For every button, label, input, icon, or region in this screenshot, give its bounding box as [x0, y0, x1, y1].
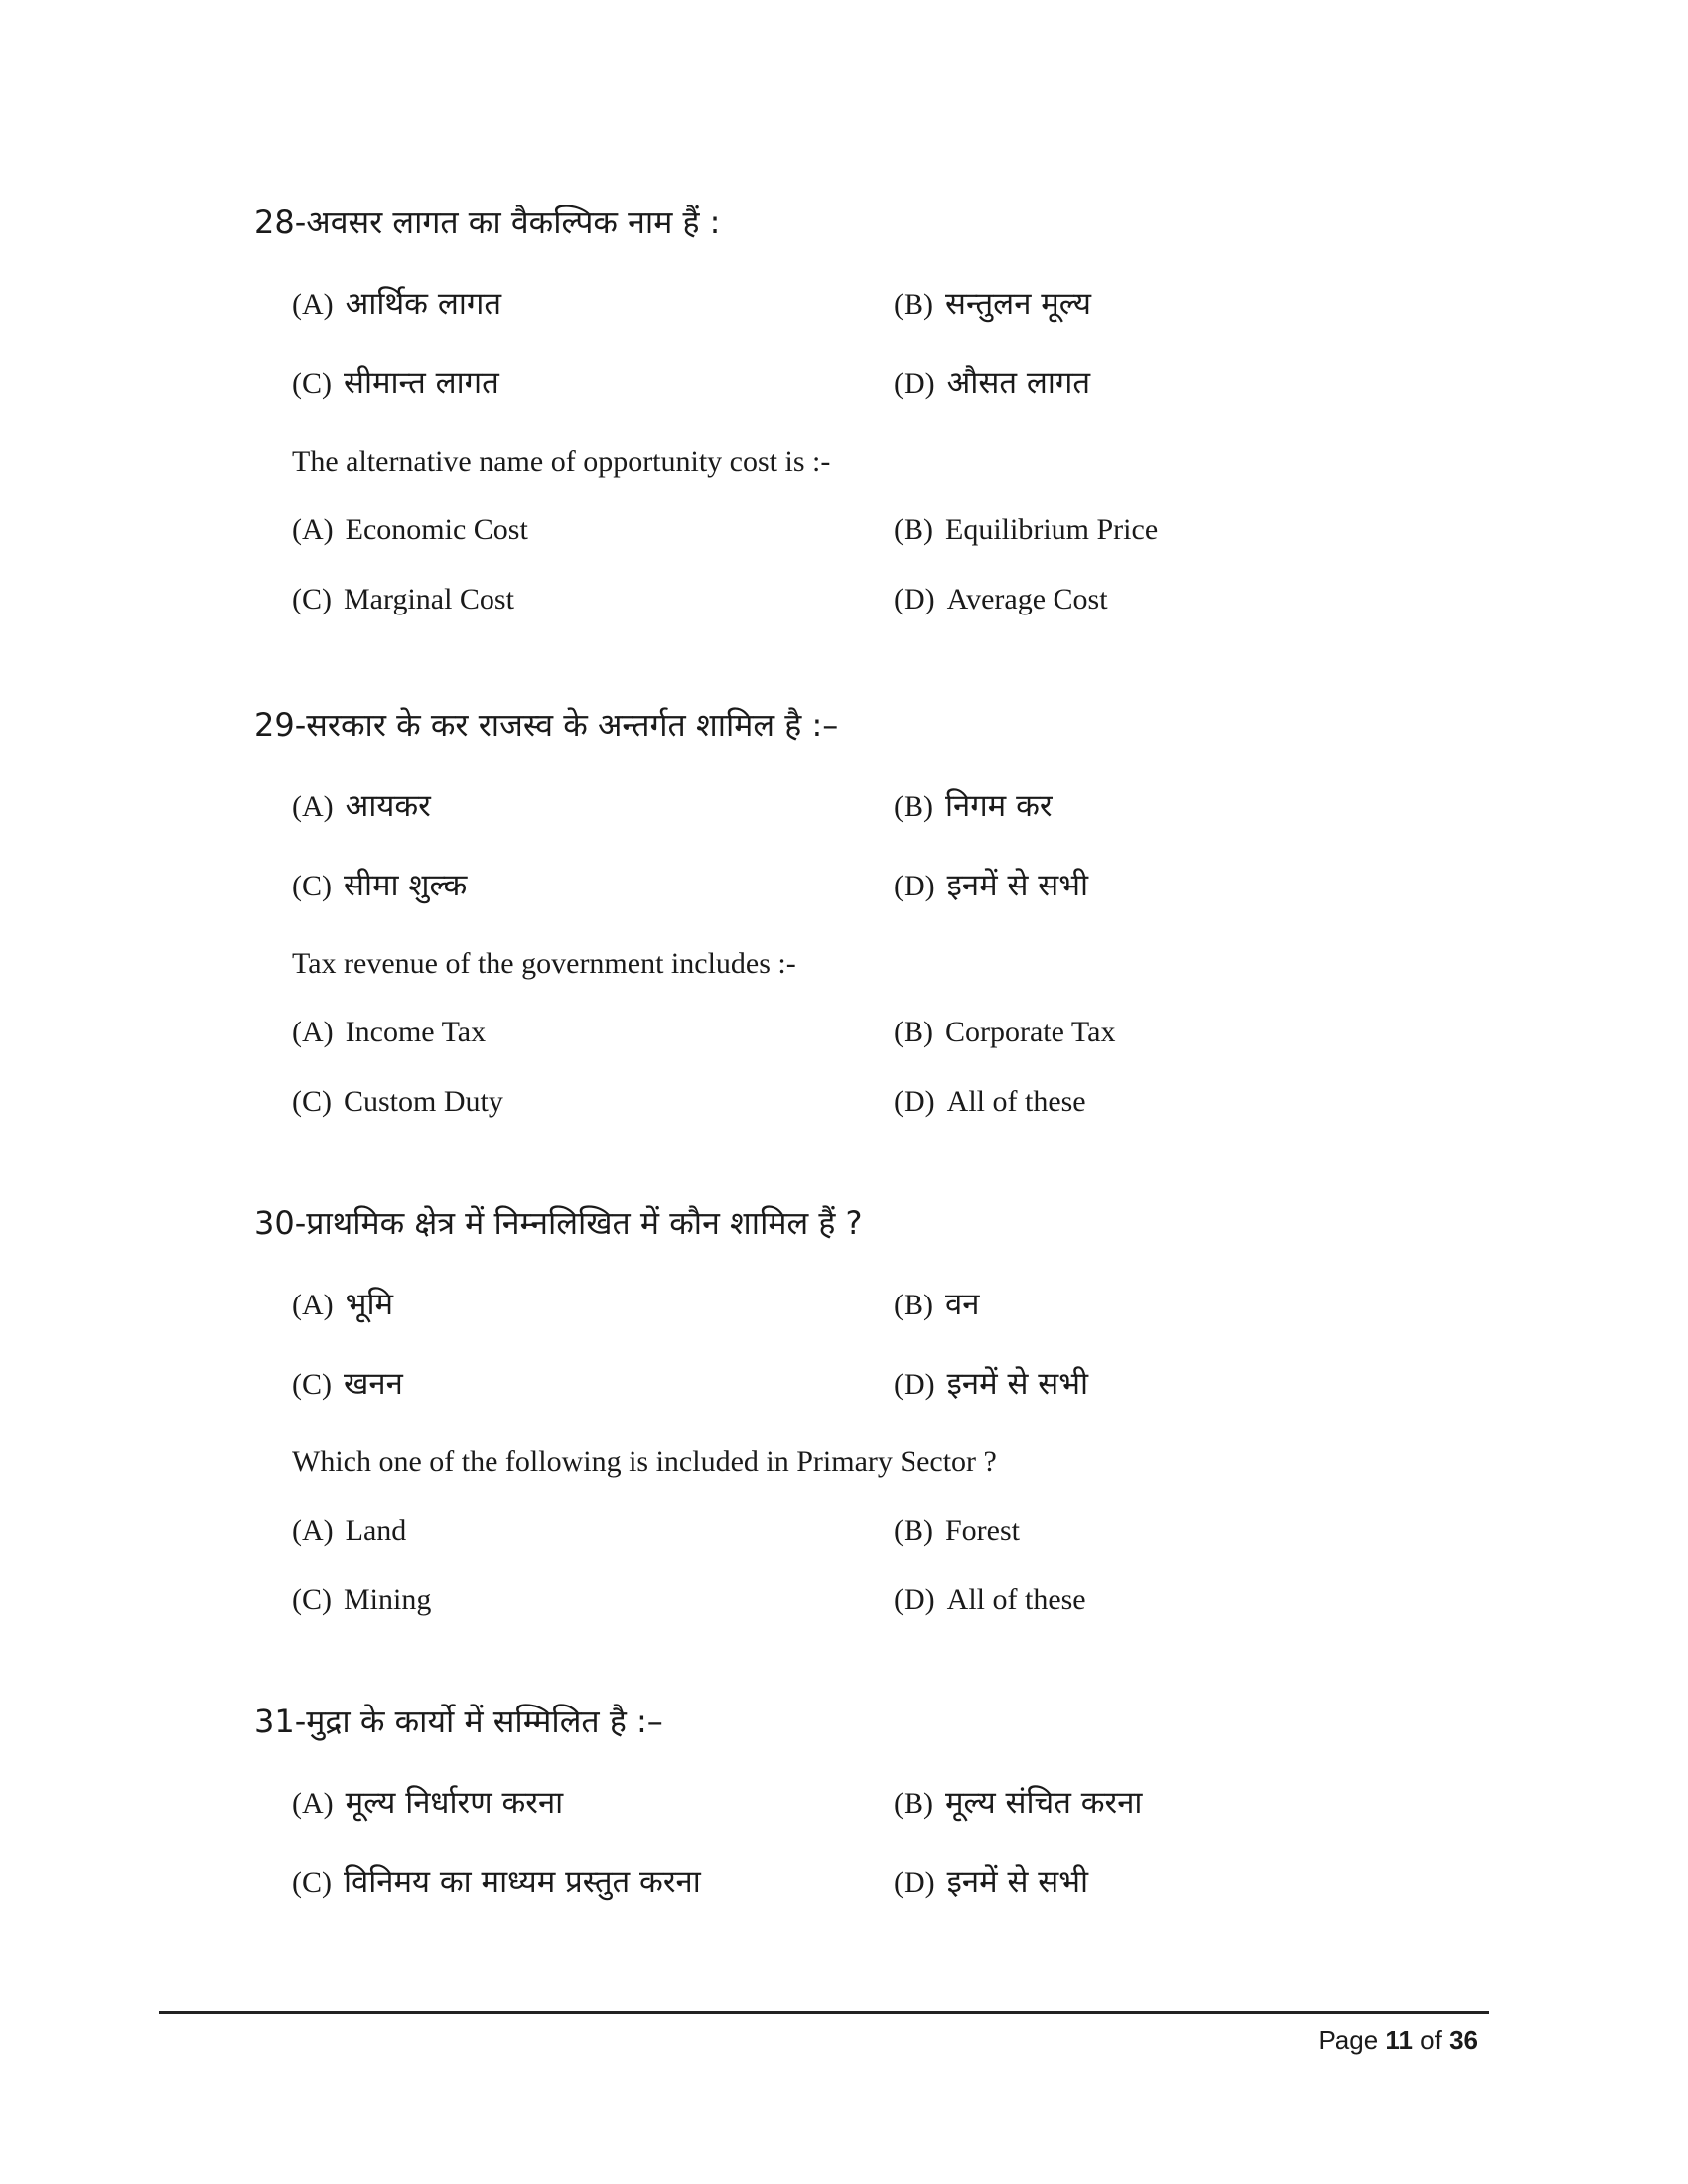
q28-en-option-c — [292, 580, 514, 619]
question-31-hindi: 31-मुद्रा के कार्यो में सम्मिलित है :– — [254, 1703, 663, 1740]
option-label: (A) — [292, 1289, 334, 1321]
option-text: खनन — [344, 1366, 403, 1402]
q30-en-option-b — [894, 1511, 1020, 1551]
q31-hi-option-a — [292, 1783, 563, 1824]
footer-divider — [159, 2011, 1489, 2014]
option-label: (A) — [292, 1787, 334, 1820]
option-text: मूल्य निर्धारण करना — [345, 1785, 564, 1821]
option-text: सीमान्त लागत — [344, 365, 499, 401]
question-30-hindi: 30-प्राथमिक क्षेत्र में निम्नलिखित में कौन शामिल हैं ? — [254, 1204, 863, 1242]
question-29-hindi: 29-सरकार के कर राजस्व के अन्तर्गत शामिल है :– — [254, 706, 839, 744]
option-text: Economic Cost — [345, 513, 528, 546]
q31-hi-option-c — [292, 1862, 701, 1903]
option-label: (D) — [894, 367, 935, 400]
q29-en-option-d — [894, 1082, 1086, 1122]
option-label: (B) — [894, 288, 933, 321]
q28-en-option-b — [894, 510, 1158, 550]
q30-en-option-c — [292, 1580, 431, 1620]
option-label: (D) — [894, 583, 935, 615]
q30-hi-option-a — [292, 1285, 393, 1325]
option-label: (D) — [894, 1368, 935, 1401]
q30-hi-option-b — [894, 1285, 979, 1325]
option-text: Land — [345, 1514, 407, 1547]
question-29-english: Tax revenue of the government includes :- — [292, 947, 796, 980]
q30-hi-option-c — [292, 1364, 403, 1405]
option-label: (C) — [292, 583, 332, 615]
q29-en-option-c — [292, 1082, 503, 1122]
current-page: 11 — [1385, 2025, 1413, 2055]
option-label: (B) — [894, 790, 933, 823]
q29-en-option-b — [894, 1013, 1115, 1052]
total-pages: 36 — [1449, 2025, 1477, 2055]
q28-hi-option-d — [894, 363, 1090, 404]
option-label: (D) — [894, 1583, 935, 1616]
option-label: (A) — [292, 288, 334, 321]
option-text: Forest — [945, 1514, 1020, 1547]
option-label: (A) — [292, 513, 334, 546]
option-label: (C) — [292, 1583, 332, 1616]
q30-hi-option-d — [894, 1364, 1088, 1405]
q28-en-option-d — [894, 580, 1108, 619]
option-text: All of these — [946, 1085, 1086, 1118]
option-label: (C) — [292, 367, 332, 400]
option-text: Mining — [344, 1583, 432, 1616]
option-text: भूमि — [345, 1287, 394, 1322]
option-text: मूल्य संचित करना — [945, 1785, 1143, 1821]
question-28-english: The alternative name of opportunity cost is :- — [292, 445, 831, 478]
option-text: Equilibrium Price — [945, 513, 1159, 546]
option-label: (A) — [292, 1514, 334, 1547]
option-label: (D) — [894, 870, 935, 902]
option-label: (D) — [894, 1866, 935, 1899]
option-label: (A) — [292, 1016, 334, 1048]
option-text: आर्थिक लागत — [345, 286, 502, 322]
option-label: (D) — [894, 1085, 935, 1118]
option-label: (C) — [292, 870, 332, 902]
option-label: (A) — [292, 790, 334, 823]
q30-en-option-d — [894, 1580, 1086, 1620]
q29-hi-option-b — [894, 786, 1053, 827]
question-28-hindi: 28-अवसर लागत का वैकल्पिक नाम हैं : — [254, 204, 721, 241]
q31-hi-option-b — [894, 1783, 1142, 1824]
option-text: All of these — [946, 1583, 1086, 1616]
q31-hi-option-d — [894, 1862, 1088, 1903]
option-text: Corporate Tax — [945, 1016, 1116, 1048]
of-word: of — [1420, 2025, 1442, 2055]
option-text: Average Cost — [946, 583, 1108, 615]
option-text: निगम कर — [945, 788, 1053, 824]
option-label: (B) — [894, 1016, 933, 1048]
option-text: Custom Duty — [344, 1085, 503, 1118]
q28-hi-option-c — [292, 363, 499, 404]
q30-en-option-a — [292, 1511, 406, 1551]
option-text: विनिमय का माध्यम प्रस्तुत करना — [344, 1864, 701, 1900]
q29-hi-option-d — [894, 866, 1088, 906]
option-text: औसत लागत — [946, 365, 1091, 401]
option-label: (B) — [894, 1787, 933, 1820]
option-text: Income Tax — [345, 1016, 487, 1048]
option-text: Marginal Cost — [344, 583, 514, 615]
q28-hi-option-b — [894, 284, 1091, 325]
option-label: (B) — [894, 1289, 933, 1321]
option-text: सन्तुलन मूल्य — [945, 286, 1091, 322]
option-text: इनमें से सभी — [946, 1864, 1089, 1900]
q29-hi-option-c — [292, 866, 467, 906]
q28-en-option-a — [292, 510, 528, 550]
option-label: (C) — [292, 1368, 332, 1401]
q28-hi-option-a — [292, 284, 501, 325]
option-text: सीमा शुल्क — [344, 868, 468, 903]
option-text: वन — [945, 1287, 980, 1322]
option-text: इनमें से सभी — [946, 868, 1089, 903]
option-label: (B) — [894, 513, 933, 546]
page-number — [1318, 2023, 1477, 2057]
page-word: Page — [1318, 2025, 1379, 2055]
option-label: (B) — [894, 1514, 933, 1547]
q29-hi-option-a — [292, 786, 431, 827]
question-30-english: Which one of the following is included in Primary Sector ? — [292, 1445, 997, 1478]
option-text: इनमें से सभी — [946, 1366, 1089, 1402]
option-label: (C) — [292, 1866, 332, 1899]
q29-en-option-a — [292, 1013, 486, 1052]
option-text: आयकर — [345, 788, 431, 824]
option-label: (C) — [292, 1085, 332, 1118]
